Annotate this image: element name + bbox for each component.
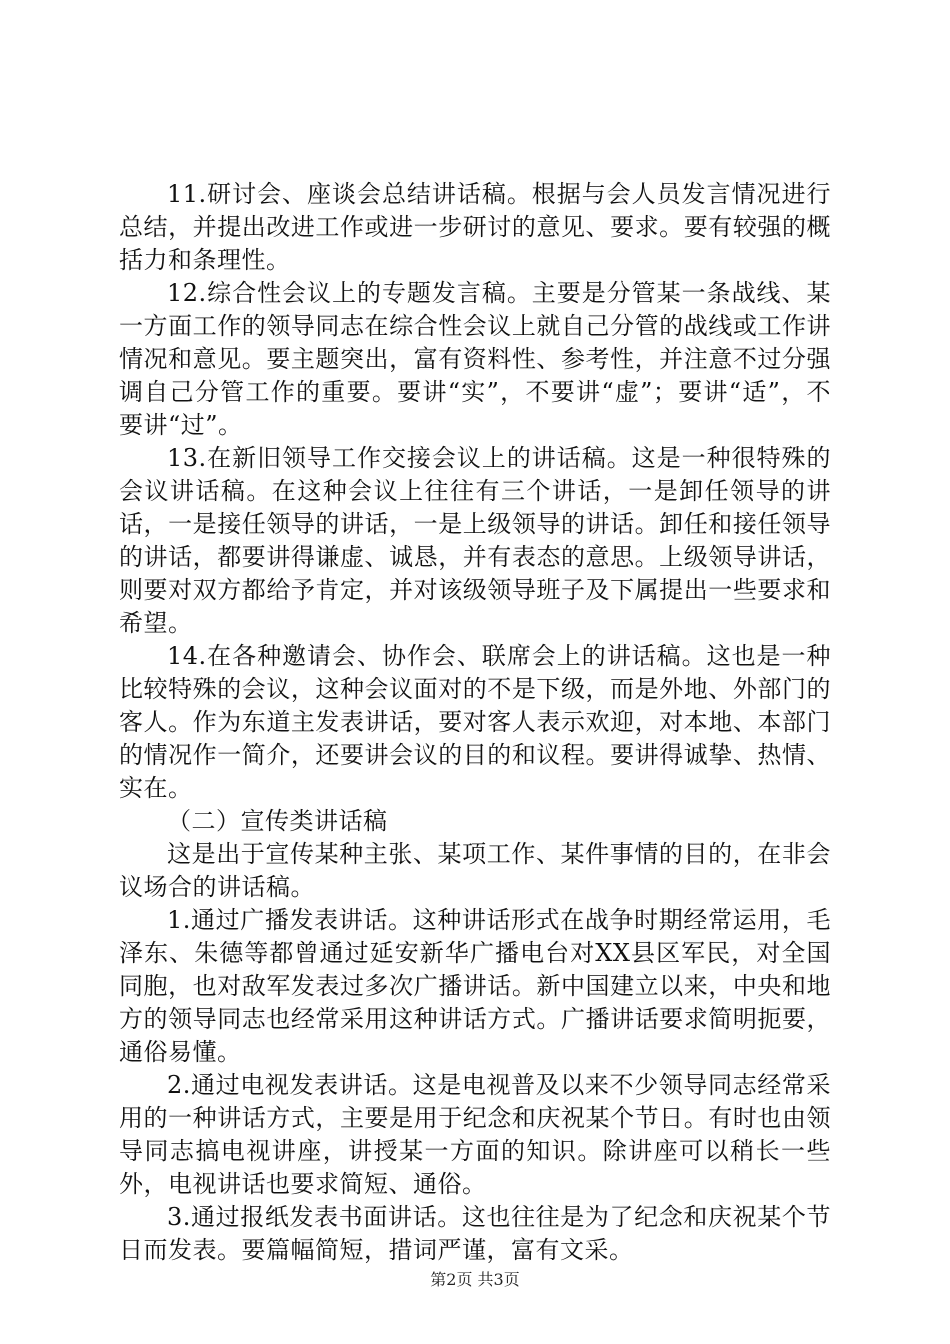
paragraph-2-television: 2.通过电视发表讲话。这是电视普及以来不少领导同志经常采用的一种讲话方式，主要是用于纪念和庆祝某个节日。有时也由领导同志搞电视讲座，讲授某一方面的知识。除讲座可以稍长一些外，电视讲话也要求简短、通俗。 (119, 1071, 831, 1198)
paragraph-3-newspaper: 3.通过报纸发表书面讲话。这也往往是为了纪念和庆祝某个节日而发表。要篇幅简短，措词严谨，富有文采。 (119, 1203, 831, 1264)
document-body (119, 178, 831, 1267)
section-heading-propaganda: （二）宣传类讲话稿 (167, 807, 388, 835)
paragraph-12: 12.综合性会议上的专题发言稿。主要是分管某一条战线、某一方面工作的领导同志在综合性会议上就自己分管的战线或工作讲情况和意见。要主题突出，富有资料性、参考性，并注意不过分强调自己分管工作的重要。要讲“实”，不要讲“虚”；要讲“适”，不要讲“过”。 (119, 279, 831, 439)
paragraph-11: 11.研讨会、座谈会总结讲话稿。根据与会人员发言情况进行总结，并提出改进工作或进一步研讨的意见、要求。要有较强的概括力和条理性。 (119, 180, 831, 274)
paragraph-section-intro: 这是出于宣传某种主张、某项工作、某件事情的目的，在非会议场合的讲话稿。 (119, 840, 831, 901)
page-number-footer: 第2页 共3页 (430, 1270, 520, 1289)
paragraph-13: 13.在新旧领导工作交接会议上的讲话稿。这是一种很特殊的会议讲话稿。在这种会议上往往有三个讲话，一是卸任领导的讲话，一是接任领导的讲话，一是上级领导的讲话。卸任和接任领导的讲话，都要讲得谦虚、诚恳，并有表态的意思。上级领导讲话，则要对双方都给予肯定，并对该级领导班子及下属提出一些要求和希望。 (119, 444, 831, 637)
paragraph-14: 14.在各种邀请会、协作会、联席会上的讲话稿。这也是一种比较特殊的会议，这种会议面对的不是下级，而是外地、外部门的客人。作为东道主发表讲话，要对客人表示欢迎，对本地、本部门的情况作一简介，还要讲会议的目的和议程。要讲得诚挚、热情、实在。 (119, 642, 831, 802)
paragraph-1-broadcast: 1.通过广播发表讲话。这种讲话形式在战争时期经常运用，毛泽东、朱德等都曾通过延安新华广播电台对XX县区军民，对全国同胞，也对敌军发表过多次广播讲话。新中国建立以来，中央和地方的领导同志也经常采用这种讲话方式。广播讲话要求简明扼要，通俗易懂。 (119, 906, 831, 1066)
